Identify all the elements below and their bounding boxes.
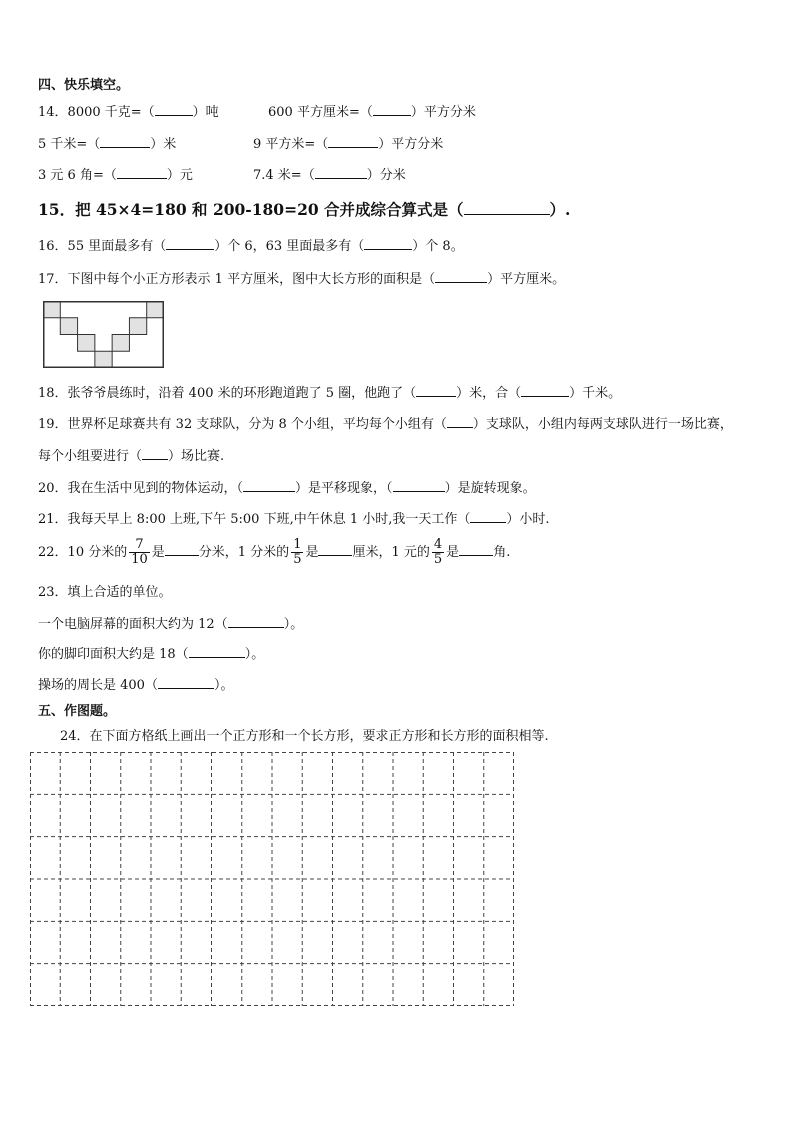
blank[interactable] bbox=[435, 270, 487, 283]
small-square bbox=[60, 318, 77, 335]
q17: 17．下图中每个小正方形表示 1 平方厘米，图中大长方形的面积是（ ）平方厘米。 bbox=[38, 272, 566, 287]
q14-row1-right: 600 平方厘米=（ ）平方分米 bbox=[268, 105, 476, 120]
section-5-title: 五、作图题。 bbox=[38, 704, 117, 719]
q19-line2: 每个小组要进行（ ）场比赛. bbox=[38, 449, 225, 464]
small-square bbox=[78, 335, 95, 352]
q14-row2-right: 9 平方米=（ ）平方分米 bbox=[253, 137, 444, 152]
q19-line1: 19．世界杯足球赛共有 32 支球队，分为 8 个小组，平均每个小组有（ ）支球队，小组内每两支球队进行一场比赛， bbox=[38, 417, 733, 432]
blank[interactable] bbox=[521, 384, 569, 397]
q20: 20．我在生活中见到的物体运动，（ ）是平移现象，（ ）是旋转现象。 bbox=[38, 481, 536, 496]
q22: 22．10 分米的 $\frac{7}{10}$ 是 分米，1 分米的 $\frac{1}{5}$ 是 厘米，1 元的 $\frac{4}{5}$ 是 角. bbox=[38, 537, 511, 567]
blank[interactable] bbox=[328, 135, 378, 148]
blank[interactable] bbox=[100, 135, 150, 148]
blank[interactable] bbox=[464, 202, 550, 215]
q23-line2: 你的脚印面积大约是 18（ ）。 bbox=[38, 647, 265, 662]
blank[interactable] bbox=[142, 447, 168, 460]
blank[interactable] bbox=[189, 645, 245, 658]
q23-title: 23．填上合适的单位。 bbox=[38, 585, 172, 600]
blank[interactable] bbox=[315, 166, 367, 179]
blank[interactable] bbox=[117, 166, 167, 179]
q14-row3-left: 3 元 6 角=（ ）元 bbox=[38, 168, 193, 183]
q14-row3-right: 7.4 米=（ ）分米 bbox=[253, 168, 406, 183]
blank[interactable] bbox=[228, 615, 284, 628]
q24: 24．在下面方格纸上画出一个正方形和一个长方形，要求正方形和长方形的面积相等. bbox=[60, 729, 549, 744]
small-square bbox=[43, 301, 60, 318]
blank[interactable] bbox=[165, 543, 199, 556]
small-square bbox=[112, 335, 129, 352]
blank[interactable] bbox=[166, 237, 214, 250]
blank[interactable] bbox=[243, 479, 295, 492]
blank[interactable] bbox=[470, 510, 506, 523]
fraction-4-5: $\frac{4}{5}$ bbox=[433, 537, 443, 567]
q18: 18．张爷爷晨练时，沿着 400 米的环形跑道跑了 5 圈，他跑了（ ）米，合（ ）千米。 bbox=[38, 386, 622, 401]
q14-row2-left: 5 千米=（ ）米 bbox=[38, 137, 177, 152]
fraction-7-10: $\frac{7}{10}$ bbox=[131, 537, 148, 567]
blank[interactable] bbox=[373, 103, 411, 116]
blank[interactable] bbox=[318, 543, 352, 556]
q16: 16．55 里面最多有（ ）个 6，63 里面最多有（ ）个 8。 bbox=[38, 239, 464, 254]
small-square bbox=[129, 318, 146, 335]
q15: 15．把 45×4=180 和 200-180=20 合并成综合算式是（ ）. bbox=[38, 200, 571, 219]
blank[interactable] bbox=[364, 237, 412, 250]
blank[interactable] bbox=[158, 676, 214, 689]
small-square bbox=[147, 301, 164, 318]
blank[interactable] bbox=[393, 479, 445, 492]
blank[interactable] bbox=[459, 543, 493, 556]
q23-line1: 一个电脑屏幕的面积大约为 12（ ）。 bbox=[38, 617, 304, 632]
blank[interactable] bbox=[447, 415, 473, 428]
rectangle-figure bbox=[43, 301, 164, 368]
q23-line3: 操场的周长是 400（ ）。 bbox=[38, 678, 234, 693]
blank[interactable] bbox=[155, 103, 193, 116]
section-4-title: 四、快乐填空。 bbox=[38, 78, 130, 93]
small-square bbox=[95, 351, 112, 368]
drawing-grid[interactable] bbox=[30, 752, 514, 1006]
q14-row1-left: 14．8000 千克=（ ）吨 bbox=[38, 105, 219, 120]
blank[interactable] bbox=[416, 384, 456, 397]
q21: 21．我每天早上 8:00 上班,下午 5:00 下班,中午休息 1 小时,我一天工作（ ）小时. bbox=[38, 512, 550, 527]
fraction-1-5: $\frac{1}{5}$ bbox=[293, 537, 302, 567]
